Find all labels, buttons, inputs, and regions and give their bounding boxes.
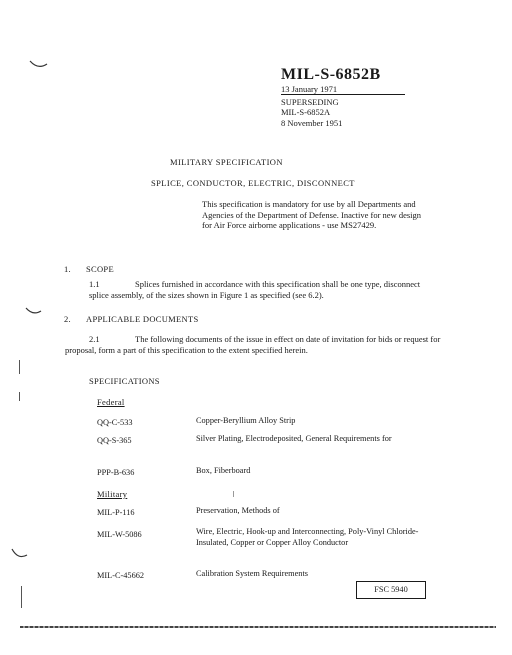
document-number: MIL-S-6852B xyxy=(281,66,381,83)
federal-doc-id: PPP-B-636 xyxy=(97,468,135,477)
scan-mark xyxy=(21,586,22,608)
section-2-paragraph xyxy=(65,334,441,355)
section-1-para-number: 1.1 xyxy=(89,279,100,289)
section-1-heading: SCOPE xyxy=(86,264,114,274)
military-doc-id: MIL-W-5086 xyxy=(97,530,142,539)
header-rule xyxy=(281,94,405,95)
federal-doc-title: Silver Plating, Electrodeposited, General Requirements for xyxy=(196,434,392,443)
scan-mark xyxy=(19,392,20,401)
spec-type-title: MILITARY SPECIFICATION xyxy=(170,157,283,167)
binding-hole-mark xyxy=(28,58,50,72)
federal-doc-id: QQ-C-533 xyxy=(97,418,133,427)
superseding-label: SUPERSEDING xyxy=(281,97,339,107)
section-1-para-text: Splices furnished in accordance with this specification shall be one type, disconnect splice assembly, of the sizes shown in Figure 1 as specified (see 6.2). xyxy=(89,279,421,300)
section-1-paragraph xyxy=(89,279,439,300)
mandatory-notice: This specification is mandatory for use by all Departments and Agencies of the Department of Defense. Inactive for new design for Air Force airborne applications - use MS27429. xyxy=(202,199,422,230)
scan-mark xyxy=(233,491,234,497)
federal-heading: Federal xyxy=(97,397,125,407)
military-doc-title: Wire, Electric, Hook-up and Interconnecting, Poly-Vinyl Chloride-Insulated, Copper or Copper Alloy Conductor xyxy=(196,527,419,547)
binding-hole-mark xyxy=(10,545,30,567)
military-doc-title: Preservation, Methods of xyxy=(196,506,280,515)
binding-hole-mark xyxy=(24,305,44,319)
military-doc-id: MIL-P-116 xyxy=(97,508,135,517)
section-2-heading: APPLICABLE DOCUMENTS xyxy=(86,314,199,324)
document-date: 13 January 1971 xyxy=(281,84,338,94)
section-2-para-number: 2.1 xyxy=(89,334,100,344)
fsc-code-box: FSC 5940 xyxy=(356,581,426,599)
section-2-number: 2. xyxy=(64,314,71,324)
federal-doc-id: QQ-S-365 xyxy=(97,436,132,445)
military-doc-title: Calibration System Requirements xyxy=(196,569,308,578)
scan-mark xyxy=(19,360,20,374)
superseded-date: 8 November 1951 xyxy=(281,118,343,128)
specifications-heading: SPECIFICATIONS xyxy=(89,376,160,386)
military-doc-id: MIL-C-45662 xyxy=(97,571,145,580)
spec-subject-title: SPLICE, CONDUCTOR, ELECTRIC, DISCONNECT xyxy=(151,178,355,188)
federal-doc-title: Copper-Beryllium Alloy Strip xyxy=(196,416,296,425)
superseded-number: MIL-S-6852A xyxy=(281,107,331,117)
page-bottom-edge xyxy=(20,626,496,628)
section-2-para-text: The following documents of the issue in effect on date of invitation for bids or request for proposal, form a part of this specification to the extent specified herein. xyxy=(65,334,441,355)
military-heading: Military xyxy=(97,489,128,499)
section-1-number: 1. xyxy=(64,264,71,274)
federal-doc-title: Box, Fiberboard xyxy=(196,466,251,475)
